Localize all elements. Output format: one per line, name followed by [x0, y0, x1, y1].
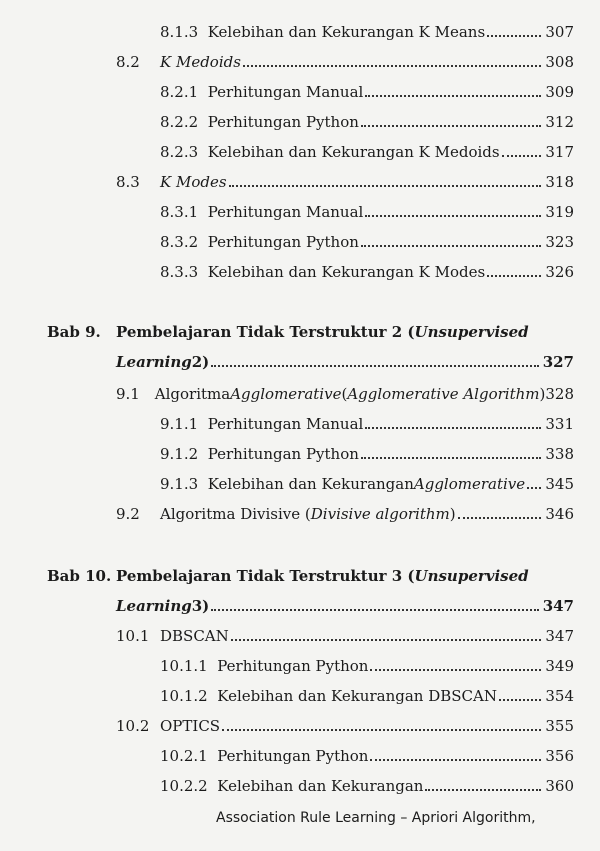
entry-title: Algoritma Divisive ( — [160, 505, 311, 523]
entry-title: ( — [341, 385, 348, 403]
entry-title: Perhitungan Python — [217, 747, 369, 765]
entry-page: 355 — [545, 717, 574, 735]
leader-dots — [487, 35, 541, 37]
leader-dots — [361, 245, 541, 247]
leader-dots — [222, 729, 541, 731]
chapter-title-italic: Learning — [116, 353, 192, 371]
leader-dots — [527, 487, 541, 489]
entry-title-italic: Divisive algorithm — [310, 505, 450, 523]
entry-page: 326 — [545, 263, 574, 281]
entry-number: 8.3.3 — [160, 263, 199, 281]
entry-continuation: Association Rule Learning – Apriori Algorithm, — [216, 810, 536, 826]
chapter-title-plain: Pembelajaran Tidak Terstruktur 3 ( — [116, 567, 415, 585]
chapter-title-plain: 2) — [191, 353, 210, 371]
leader-dots — [365, 95, 541, 97]
entry-title: ) — [539, 385, 546, 403]
entry-title: Perhitungan Manual — [207, 415, 364, 433]
entry-number: 10.2 — [116, 717, 150, 735]
toc-entry — [160, 142, 574, 162]
entry-title: K Modes — [160, 173, 227, 191]
leader-dots — [229, 185, 542, 187]
entry-page: 338 — [545, 445, 574, 463]
entry-page: 347 — [545, 627, 574, 645]
entry-title: Perhitungan Python — [207, 445, 359, 463]
entry-page: 347 — [542, 597, 574, 615]
toc-entry — [160, 656, 574, 676]
entry-title: ) — [449, 505, 456, 523]
toc-entry — [160, 262, 574, 282]
toc-entry — [116, 172, 574, 192]
leader-dots — [370, 759, 541, 761]
leader-dots — [499, 699, 541, 701]
chapter-title-italic: Learning — [116, 597, 192, 615]
toc-entry — [160, 202, 574, 222]
entry-number: 9.2 — [116, 505, 140, 523]
entry-page: 331 — [545, 415, 574, 433]
entry-number: 8.1.3 — [160, 23, 199, 41]
entry-number: 8.3.2 — [160, 233, 199, 251]
toc-entry — [160, 82, 574, 102]
chapter-entry — [116, 596, 574, 616]
entry-number: 8.2 — [116, 53, 140, 71]
entry-page: 349 — [545, 657, 574, 675]
entry-title: Kelebihan dan Kekurangan — [207, 475, 414, 493]
toc-entry — [116, 52, 574, 72]
entry-title-italic: Agglomerative — [230, 385, 342, 403]
leader-dots — [370, 669, 541, 671]
toc-entry — [160, 414, 574, 434]
entry-title: Kelebihan dan Kekurangan K Means — [207, 23, 486, 41]
entry-title: Kelebihan dan Kekurangan K Medoids — [207, 143, 500, 161]
entry-page: 317 — [545, 143, 574, 161]
entry-title: Kelebihan dan Kekurangan K Modes — [207, 263, 486, 281]
toc-entry — [116, 626, 574, 646]
entry-page: 323 — [545, 233, 574, 251]
leader-dots — [502, 155, 542, 157]
leader-dots — [211, 365, 538, 367]
chapter-entry — [116, 352, 574, 372]
entry-title: Kelebihan dan Kekurangan — [217, 777, 424, 795]
entry-page: 345 — [545, 475, 574, 493]
leader-dots — [361, 125, 541, 127]
entry-title: Perhitungan Python — [217, 657, 369, 675]
entry-number: 8.2.1 — [160, 83, 199, 101]
toc-entry — [160, 474, 574, 494]
entry-page: 328 — [545, 385, 574, 403]
toc-entry — [116, 716, 574, 736]
entry-number: 9.1.1 — [160, 415, 199, 433]
chapter-title-italic: Unsupervised — [414, 567, 529, 585]
entry-page: 360 — [545, 777, 574, 795]
leader-dots — [365, 427, 541, 429]
entry-number: 9.1.3 — [160, 475, 199, 493]
entry-number: 9.1.2 — [160, 445, 199, 463]
entry-number: 8.2.2 — [160, 113, 199, 131]
entry-page: 356 — [545, 747, 574, 765]
entry-number: 10.1 — [116, 627, 150, 645]
entry-title-italic: Agglomerative — [413, 475, 526, 493]
entry-title: Algoritma — [154, 385, 231, 403]
entry-page: 318 — [545, 173, 574, 191]
entry-number: 10.2.1 — [160, 747, 208, 765]
chapter-label: Bab 10. — [47, 567, 112, 585]
entry-page: 319 — [545, 203, 574, 221]
leader-dots — [487, 275, 541, 277]
entry-number: 8.3 — [116, 173, 140, 191]
entry-number: 10.1.2 — [160, 687, 208, 705]
entry-page: 308 — [545, 53, 574, 71]
entry-title: DBSCAN — [160, 627, 229, 645]
entry-number: 10.2.2 — [160, 777, 208, 795]
toc-entry — [116, 384, 574, 404]
toc-entry — [160, 22, 574, 42]
leader-dots — [458, 517, 542, 519]
entry-title: Perhitungan Python — [207, 113, 359, 131]
chapter-title-line1 — [116, 322, 574, 342]
entry-page: 307 — [545, 23, 574, 41]
chapter-title-plain: 3) — [191, 597, 210, 615]
toc-entry — [160, 776, 574, 796]
toc-entry — [160, 232, 574, 252]
entry-title: Perhitungan Manual — [207, 83, 364, 101]
leader-dots — [361, 457, 541, 459]
entry-number: 9.1 — [116, 385, 140, 403]
leader-dots — [243, 65, 541, 67]
entry-number: 8.3.1 — [160, 203, 199, 221]
toc-entry — [160, 112, 574, 132]
entry-number: 8.2.3 — [160, 143, 199, 161]
leader-dots — [425, 789, 541, 791]
entry-title: K Medoids — [160, 53, 241, 71]
toc-entry — [160, 686, 574, 706]
chapter-title-line1 — [116, 566, 574, 586]
entry-title: Perhitungan Manual — [207, 203, 364, 221]
entry-title: Kelebihan dan Kekurangan DBSCAN — [217, 687, 497, 705]
leader-dots — [231, 639, 542, 641]
toc-entry — [116, 504, 574, 524]
chapter-title-plain: Pembelajaran Tidak Terstruktur 2 ( — [116, 323, 415, 341]
entry-page: 327 — [542, 353, 574, 371]
chapter-title-italic: Unsupervised — [414, 323, 529, 341]
entry-number: 10.1.1 — [160, 657, 208, 675]
toc-entry — [160, 444, 574, 464]
entry-title: OPTICS — [160, 717, 221, 735]
entry-title-italic: Agglomerative Algorithm — [347, 385, 540, 403]
leader-dots — [365, 215, 541, 217]
entry-page: 354 — [545, 687, 574, 705]
entry-page: 346 — [545, 505, 574, 523]
entry-page: 312 — [545, 113, 574, 131]
toc-entry — [160, 746, 574, 766]
entry-title: Perhitungan Python — [207, 233, 359, 251]
leader-dots — [211, 609, 538, 611]
chapter-label: Bab 9. — [47, 323, 101, 341]
entry-page: 309 — [545, 83, 574, 101]
